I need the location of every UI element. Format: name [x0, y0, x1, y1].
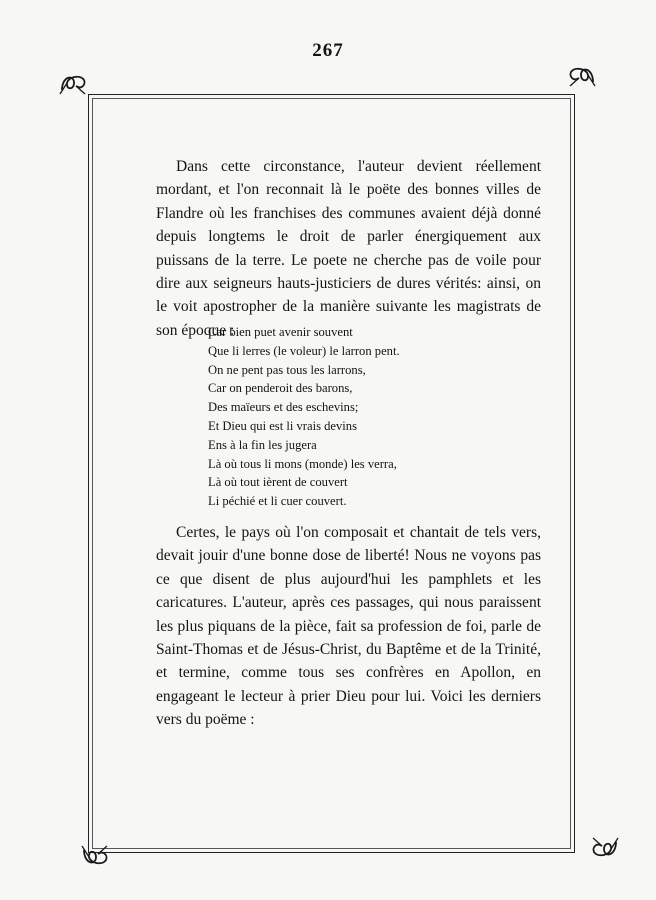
- verse-line: On ne pent pas tous les larrons,: [208, 362, 366, 377]
- verse-line: Li péchié et li cuer couvert.: [208, 494, 347, 509]
- paragraph-commentary: Certes, le pays où l'on composait et chantait de tels vers, devait jouir d'une bonne dose de liberté! Nous ne voyons pas ce que disent de plus aujourd'hui les pamphlets et les caricatures. L'auteur, après ces passages, qui nous paraissent les plus piquans de la pièce, fait sa profession de foi, parle de Saint-Thomas et de Jésus-Christ, du Baptême et de la Trinité, et termine, comme tous ses confrères en Apollon, en engageant le lecteur à prier Dieu pour lui. Voici les derniers vers du poëme :: [156, 524, 541, 729]
- flourish-icon: [567, 60, 597, 90]
- flourish-icon: [80, 842, 110, 872]
- verse-line: Et Dieu qui est li vrais devins: [208, 418, 358, 433]
- verse-line: Des maïeurs et des eschevins;: [208, 400, 359, 415]
- verse-line: Car on penderoit des barons,: [208, 381, 353, 396]
- verse-line: Ens à la fin les jugera: [208, 437, 317, 452]
- flourish-icon: [590, 834, 620, 864]
- verse-line: Là où tous li mons (monde) les verra,: [208, 456, 397, 471]
- verse-line: Que li lerres (le voleur) le larron pent.: [208, 343, 400, 358]
- verse-quotation: [208, 323, 400, 511]
- verse-line: Là où tout ièrent de couvert: [208, 475, 348, 490]
- flourish-icon: [58, 68, 88, 98]
- verse-line: Car bien puet avenir souvent: [208, 325, 353, 339]
- page-number: 267: [312, 40, 344, 61]
- paragraph-intro: Dans cette circonstance, l'auteur devient réellement mordant, et l'on reconnait là le poëte des bonnes villes de Flandre où les franchises des communes avaient déjà donné depuis longtems le droit de parler énergiquement aux puissans de la terre. Le poete ne cherche pas de voile pour dire aux seigneurs hauts-justiciers de dures vérités: ainsi, on le voit apostropher de la manière suivante les magistrats de son époque :: [156, 158, 541, 339]
